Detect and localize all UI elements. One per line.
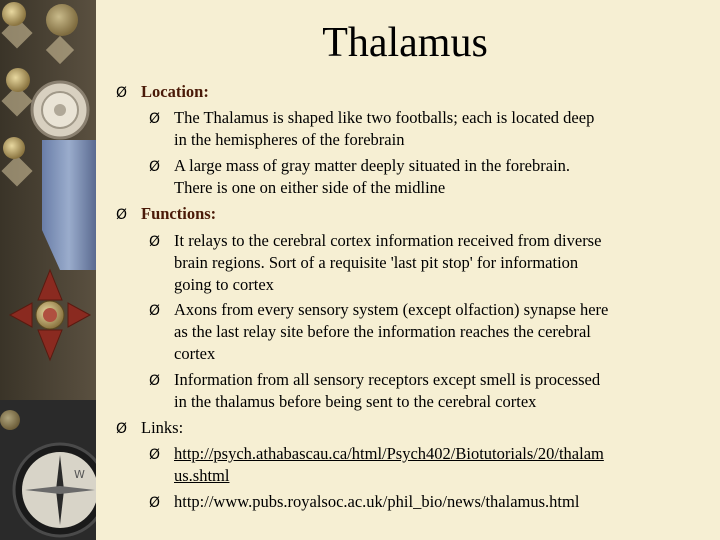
functions-item-2-cont2: cortex — [174, 344, 216, 363]
functions-heading-row — [116, 203, 216, 226]
arrow-bullet-icon: Ø — [116, 421, 128, 437]
location-item-1-cont: in the hemispheres of the forebrain — [174, 130, 405, 149]
functions-heading: Functions: — [141, 204, 217, 223]
slide-title: Thalamus — [322, 20, 488, 66]
location-item-2-cont: There is one on either side of the midline — [174, 178, 446, 197]
links-item-1-cont — [174, 465, 229, 487]
medal-compass-image — [0, 0, 96, 540]
psych-athabasca-link[interactable]: http://psych.athabascau.ca/html/Psych402/Biotutorials/20/thalam — [174, 444, 604, 463]
arrow-bullet-icon: Ø — [116, 85, 128, 101]
medal-compass-decoration — [0, 0, 96, 540]
arrow-bullet-icon: Ø — [149, 111, 161, 127]
links-heading-row — [116, 417, 183, 440]
functions-item-3-cont: in the thalamus before being sent to the cerebral cortex — [174, 392, 537, 411]
arrow-bullet-icon: Ø — [149, 234, 161, 250]
arrow-bullet-icon: Ø — [149, 303, 161, 319]
bullet-text: Information from all sensory receptors except smell is processed — [174, 370, 601, 389]
location-heading: Location: — [141, 82, 209, 101]
functions-item-2 — [149, 299, 608, 322]
arrow-bullet-icon: Ø — [149, 159, 161, 175]
functions-item-2-cont: as the last relay site before the information reaches the cerebral — [174, 322, 591, 341]
functions-item-1 — [149, 230, 601, 253]
location-heading-row — [116, 81, 209, 104]
links-item-2 — [149, 491, 579, 514]
functions-item-1-cont: brain regions. Sort of a requisite 'last pit stop' for information — [174, 253, 579, 272]
svg-text:W: W — [74, 468, 85, 481]
location-item-1 — [149, 107, 594, 130]
bullet-text: The Thalamus is shaped like two footballs; each is located deep — [174, 108, 595, 127]
links-heading: Links: — [141, 418, 184, 437]
arrow-bullet-icon: Ø — [149, 495, 161, 511]
bullet-text: Axons from every sensory system (except olfaction) synapse here — [174, 300, 609, 319]
bullet-text: A large mass of gray matter deeply situated in the forebrain. — [174, 156, 571, 175]
functions-item-1-cont2: going to cortex — [174, 275, 274, 294]
functions-item-3 — [149, 369, 600, 392]
bullet-text: It relays to the cerebral cortex information received from diverse — [174, 231, 602, 250]
location-item-2 — [149, 155, 570, 178]
arrow-bullet-icon: Ø — [116, 207, 128, 223]
arrow-bullet-icon: Ø — [149, 447, 161, 463]
arrow-bullet-icon: Ø — [149, 373, 161, 389]
royalsoc-link-text: http://www.pubs.royalsoc.ac.uk/phil_bio/news/thalamus.html — [174, 492, 580, 511]
psych-athabasca-link-cont[interactable]: us.shtml — [174, 466, 230, 485]
links-item-1 — [149, 443, 604, 466]
